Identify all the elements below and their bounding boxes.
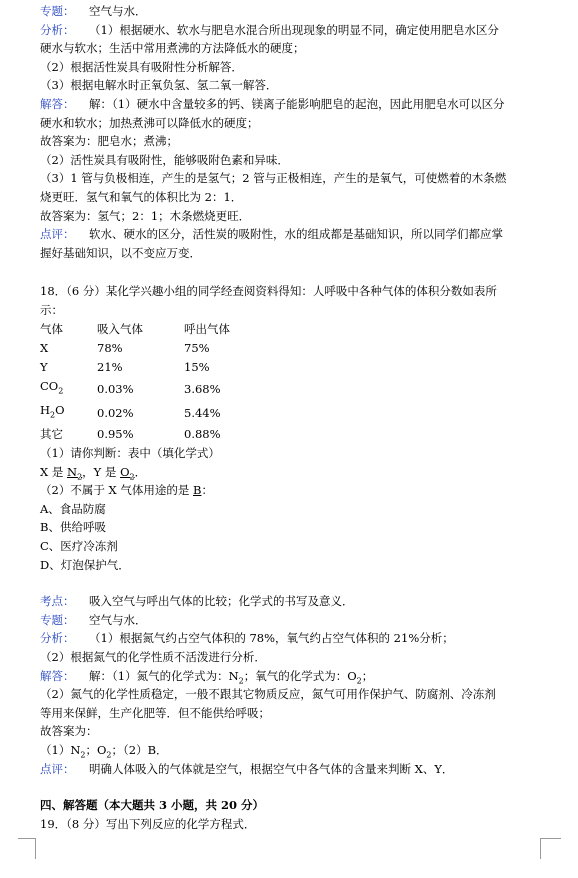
page-corner-mark-left: [18, 838, 36, 859]
table-row: [40, 339, 230, 358]
kaodian-line: [40, 592, 545, 611]
zhuanti2-text: 空气与水．: [89, 612, 147, 627]
gas-name: 其它: [40, 427, 63, 442]
jieda-line-6: 烧更旺．氢气和氧气的体积比为 2：1．: [40, 189, 243, 204]
q18-part2: （2）不属于 X 气体用途的是 B：: [40, 483, 213, 498]
table-row: [40, 425, 230, 444]
exhaled-value: 0.88%: [184, 427, 221, 442]
gas-name: $H_2O$: [40, 402, 65, 420]
jieda2-label: 解答：: [40, 668, 75, 683]
page-content: [40, 2, 545, 833]
kaodian-text: 吸入空气与呼出气体的比较；化学式的书写及意义．: [89, 594, 354, 609]
q19-stem: 19．（8 分）写出下列反应的化学方程式．: [40, 816, 256, 831]
inhaled-value: 78%: [97, 340, 123, 355]
option-b: B、供给呼吸: [40, 520, 106, 535]
answer-b: B: [192, 483, 202, 498]
fenxi-line-3: （2）根据活性炭具有吸附性分析解答．: [40, 59, 243, 74]
inhaled-value: 0.03%: [97, 381, 134, 396]
q18-stem-1: 18．（6 分）某化学兴趣小组的同学经查阅资料得知：人呼吸中各种气体的体积分数如表所: [40, 284, 497, 299]
option-c: C、医疗冷冻剂: [40, 539, 118, 553]
jieda-text-1: 解：（1）硬水中含量较多的钙、镁离子能影响肥皂的起泡，因此用肥皂水可以区分: [89, 96, 505, 111]
header-gas: 气体: [40, 321, 63, 336]
fenxi2-line-1: [40, 629, 545, 648]
fenxi-line-1: [40, 21, 545, 40]
exhaled-value: 3.68%: [184, 381, 221, 396]
jieda-line-1: [40, 95, 545, 114]
gas-name: $CO_2$: [40, 379, 64, 396]
dianping-label: 点评：: [40, 227, 75, 242]
header-exhaled: 呼出气体: [184, 321, 230, 336]
exhaled-value: 75%: [184, 340, 210, 355]
fenxi2-label: 分析：: [40, 631, 75, 646]
inhaled-value: 0.95%: [97, 427, 134, 442]
jieda-line-4: （2）活性炭具有吸附性，能够吸附色素和异味．: [40, 152, 289, 167]
exhaled-value: 15%: [184, 360, 210, 375]
table-row: [40, 377, 230, 401]
fenxi-label: 分析：: [40, 22, 75, 37]
dianping-line-1: [40, 225, 545, 244]
inhaled-value: 21%: [97, 360, 123, 375]
dianping-text-1: 软水、硬水的区分，活性炭的吸附性，水的组成都是基础知识，所以同学们都应掌: [89, 227, 503, 242]
option-d: D、灯泡保护气．: [40, 557, 130, 572]
jieda2-line-5: $(1)N_2$；$O_2$；（2）B．: [40, 742, 168, 760]
dianping2-text: 明确人体吸入的气体就是空气，根据空气中各气体的含量来判断 X、Y．: [89, 761, 454, 776]
jieda-line-3: 故答案为：肥皂水；煮沸；: [40, 134, 178, 149]
jieda-line-7: 故答案为：氢气；2：1；木条燃烧更旺．: [40, 208, 251, 223]
answer-o2: $O_2$: [120, 464, 135, 481]
inhaled-value: 0.02%: [97, 405, 134, 420]
zhuanti-line: [40, 2, 545, 21]
zhuanti-label: 专题：: [40, 4, 75, 18]
q18-answer1: X 是 $N_2$，Y 是 $O_2$．: [40, 464, 147, 481]
fenxi-line-2: 硬水与软水；生活中常用煮沸的方法降低水的硬度；: [40, 41, 305, 56]
jieda-line-2: 硬水和软水；加热煮沸可以降低水的硬度；: [40, 115, 259, 130]
jieda2-line-4: 故答案为：: [40, 724, 98, 739]
table-row: [40, 401, 230, 425]
option-a: A、食品防腐: [40, 501, 106, 516]
zhuanti2-line: [40, 611, 545, 630]
fenxi2-text-1: （1）根据氮气约占空气体积的 78%，氧气约占空气体积的 21%分析；: [89, 631, 454, 646]
q18-stem-2: 示：: [40, 302, 63, 317]
table-row: [40, 358, 230, 377]
jieda2-line-1: 解答： 解：（1）氮气的化学式为：$N_2$；氧气的化学式为：$O_2$；: [40, 668, 374, 685]
jieda2-line-2: （2）氮气的化学性质稳定，一般不跟其它物质反应，氮气可用作保护气、防腐剂、冷冻剂: [40, 687, 496, 702]
jieda2-line-3: 等用来保鲜，生产化肥等．但不能供给呼吸；: [40, 705, 270, 720]
section-heading: 四、解答题（本大题共 3 小题，共 20 分）: [40, 798, 265, 813]
exhaled-value: 5.44%: [184, 405, 221, 420]
kaodian-label: 考点：: [40, 594, 75, 609]
gas-name: X: [40, 340, 49, 355]
page-corner-mark-right: [540, 838, 561, 859]
gas-name: Y: [40, 360, 48, 375]
dianping-line-2: 握好基础知识，以不变应万变．: [40, 245, 201, 260]
dianping2-line: [40, 760, 545, 779]
q18-part1: （1）请你判断：表中（填化学式）: [40, 446, 220, 461]
fenxi-line-4: （3）根据电解水时正氧负氢、氢二氧一解答．: [40, 78, 278, 93]
zhuanti2-label: 专题：: [40, 612, 75, 627]
fenxi2-line-2: （2）根据氮气的化学性质不活泼进行分析．: [40, 649, 266, 664]
dianping2-label: 点评：: [40, 761, 75, 776]
answer-n2: $N_2$: [67, 464, 83, 481]
zhuanti-text: 空气与水．: [89, 4, 147, 18]
jieda-label: 解答：: [40, 96, 75, 111]
header-inhaled: 吸入气体: [97, 321, 143, 336]
fenxi-text-1: （1）根据硬水、软水与肥皂水混合所出现现象的明显不同，确定使用肥皂水区分: [89, 22, 499, 37]
gas-table-header: [40, 320, 230, 339]
jieda-line-5: （3）1 管与负极相连，产生的是氢气；2 管与正极相连，产生的是氧气，可使燃着的木条燃: [40, 171, 507, 186]
gas-table: [40, 320, 230, 445]
